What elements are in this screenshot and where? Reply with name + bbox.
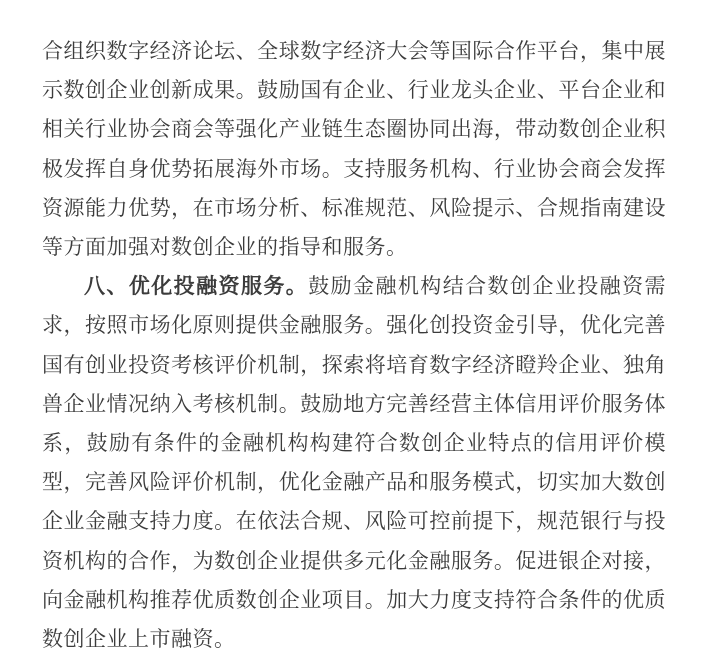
document-body [42,32,666,659]
paragraph-text: 合组织数字经济论坛、全球数字经济大会等国际合作平台，集中展示数创企业创新成果。鼓励国有企业、行业龙头企业、平台企业和相关行业协会商会等强化产业链生态圈协同出海，带动数创企业积极发挥自身优势拓展海外市场。支持服务机构、行业协会商会发挥资源能力优势，在市场分析、标准规范、风险提示、合规指南建设等方面加强对数创企业的指导和服务。 [42,39,666,260]
paragraph-text: 鼓励金融机构结合数创企业投融资需求，按照市场化原则提供金融服务。强化创投资金引导，优化完善国有创业投资考核评价机制，探索将培育数字经济瞪羚企业、独角兽企业情况纳入考核机制。鼓励地方完善经营主体信用评价服务体系，鼓励有条件的金融机构构建符合数创企业特点的信用评价模型，完善风险评价机制，优化金融产品和服务模式，切实加大数创企业金融支持力度。在依法合规、风险可控前提下，规范银行与投资机构的合作，为数创企业提供多元化金融服务。促进银企对接，向金融机构推荐优质数创企业项目。加大力度支持符合条件的优质数创企业上市融资。 [42,274,667,652]
paragraph-continuation [42,32,666,267]
paragraph-section-8 [42,267,666,659]
section-heading: 八、优化投融资服务。 [84,275,309,299]
